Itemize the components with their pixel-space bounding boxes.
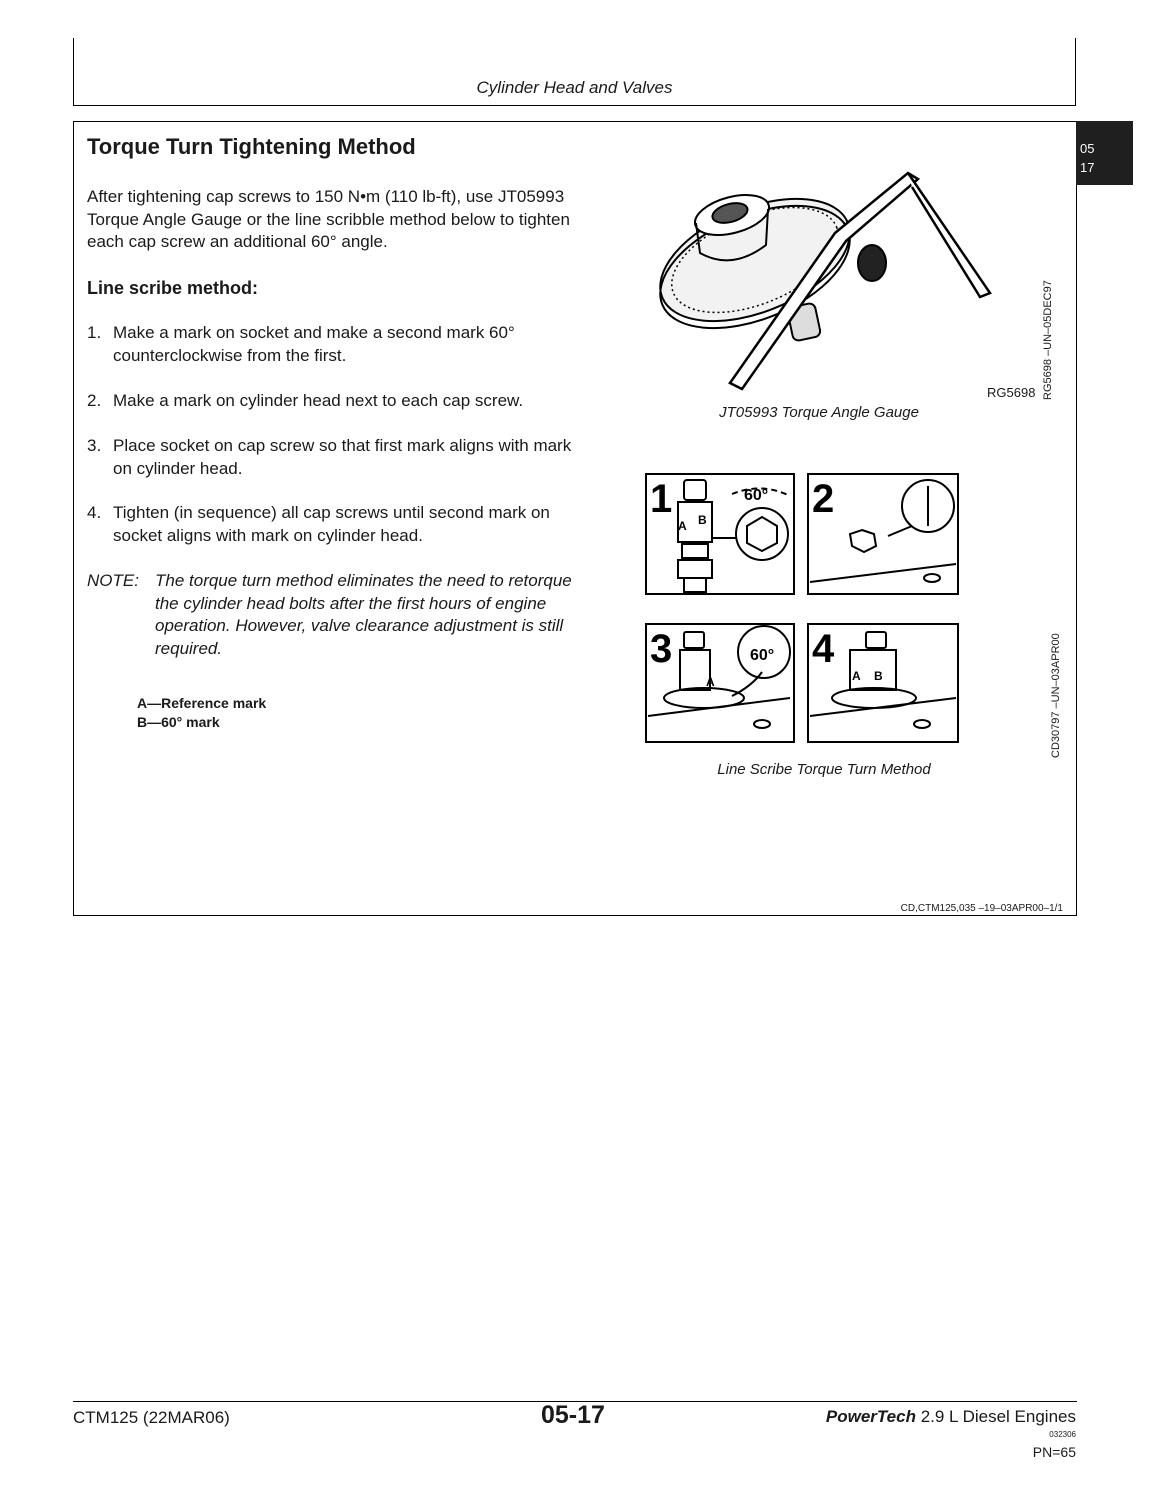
section-title: Torque Turn Tightening Method — [87, 134, 416, 159]
figure-label: RG5698 — [987, 385, 1036, 400]
note — [87, 570, 587, 660]
legend-item: A—Reference mark — [137, 695, 267, 711]
print-date: 032306 — [1049, 1430, 1076, 1439]
manual-id: CTM125 (22MAR06) — [73, 1408, 230, 1427]
step-number: 4. — [87, 503, 102, 522]
panel-number: 1 — [650, 477, 673, 521]
section-tab-page: 17 — [1080, 160, 1095, 175]
mark-a-label: A — [852, 669, 861, 683]
step-number: 3. — [87, 436, 102, 455]
mark-b-label: B — [698, 513, 707, 527]
line-scribe-panels — [644, 472, 974, 746]
torque-angle-gauge-illustration — [650, 165, 1010, 395]
panel-number: 4 — [812, 627, 835, 671]
figure-id: CD30797 –UN–03APR00 — [1050, 633, 1062, 758]
page-sequence: PN=65 — [1032, 1444, 1076, 1460]
document-reference: CD,CTM125,035 –19–03APR00–1/1 — [900, 903, 1063, 914]
note-label: NOTE: — [87, 571, 139, 590]
mark-a-label: A — [706, 675, 715, 689]
step-number: 1. — [87, 323, 102, 342]
step-text: Tighten (in sequence) all cap screws until second mark on socket aligns with mark on cylinder head. — [113, 503, 550, 545]
panel-number: 3 — [650, 627, 673, 671]
intro-paragraph: After tightening cap screws to 150 N•m (110 lb-ft), use JT05993 Torque Angle Gauge or the line scribble method below to tighten each cap screw an additional 60° angle. — [87, 187, 570, 252]
subheading: Line scribe method: — [87, 278, 259, 298]
step-number: 2. — [87, 391, 102, 410]
figure-caption: Line Scribe Torque Turn Method — [717, 761, 931, 778]
figure-id: RG5698 –UN–05DEC97 — [1042, 280, 1054, 400]
running-title: Cylinder Head and Valves — [476, 78, 673, 97]
section-tab — [1076, 121, 1133, 185]
section-tab-chapter: 05 — [1080, 141, 1095, 156]
step-item — [87, 322, 587, 367]
figure-caption: JT05993 Torque Angle Gauge — [719, 404, 919, 421]
step-text: Place socket on cap screw so that first mark aligns with mark on cylinder head. — [113, 436, 572, 478]
product-name: 2.9 L Diesel Engines — [915, 1407, 1076, 1426]
product-title — [826, 1407, 1076, 1427]
step-item — [87, 390, 587, 413]
step-item — [87, 502, 587, 547]
legend-item: B—60° mark — [137, 714, 220, 730]
page-number: 05-17 — [541, 1401, 605, 1429]
angle-label: 60° — [750, 647, 775, 664]
angle-label: 60° — [744, 487, 769, 504]
mark-b-label: B — [874, 669, 883, 683]
brand-name: PowerTech — [825, 1407, 916, 1426]
step-text: Make a mark on socket and make a second mark 60° counterclockwise from the first. — [113, 323, 515, 365]
panel-number: 2 — [812, 477, 835, 521]
note-text: The torque turn method eliminates the need to retorque the cylinder head bolts after the first hours of engine operation. However, valve clearance adjustment is still required. — [155, 571, 572, 658]
mark-a-label: A — [678, 519, 687, 533]
step-text: Make a mark on cylinder head next to each cap screw. — [113, 391, 524, 410]
step-item — [87, 435, 587, 480]
